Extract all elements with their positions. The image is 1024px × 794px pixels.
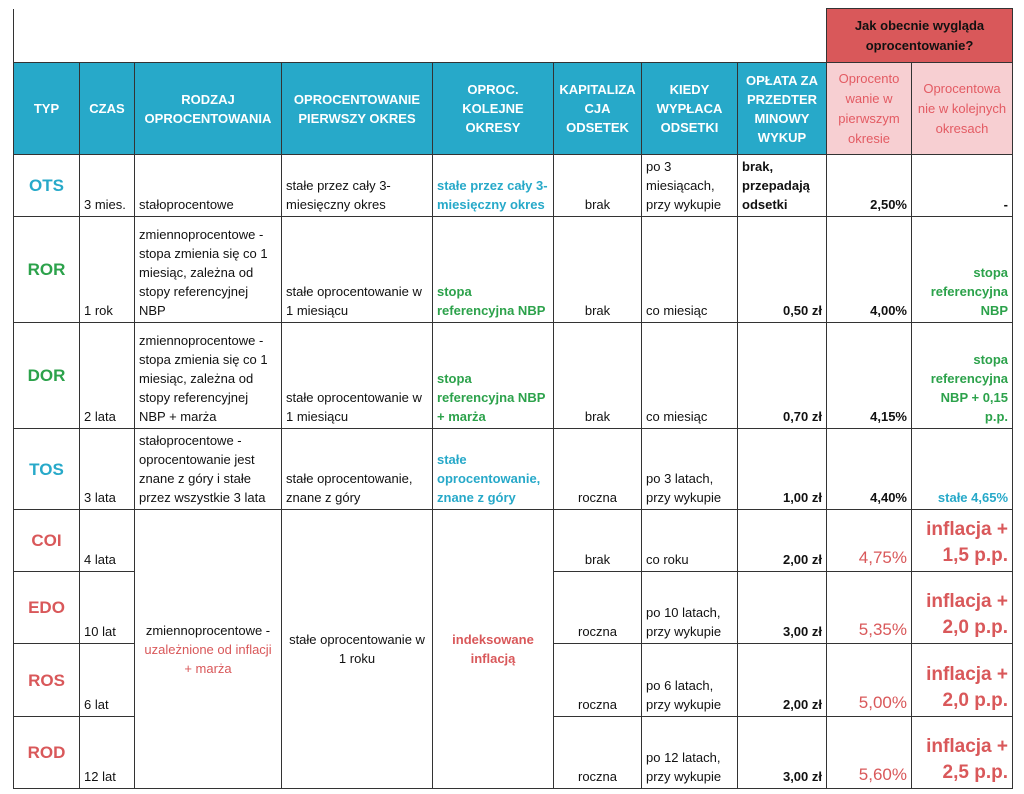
header-kapitalizacja: KAPITALIZA CJA ODSETEK [554, 63, 642, 155]
bond-current-next-rate: inflacja + 2,0 p.p. [912, 644, 1013, 717]
header-typ: TYP [14, 63, 80, 155]
bond-current-first-rate: 5,35% [827, 572, 912, 644]
header-oplata: OPŁATA ZA PRZEDTER MINOWY WYKUP [738, 63, 827, 155]
bond-early-fee: 2,00 zł [738, 644, 827, 717]
header-czas: CZAS [80, 63, 135, 155]
header-rodzaj: RODZAJ OPROCENTOWANIA [135, 63, 282, 155]
bond-payout: po 3 latach, przy wykupie [642, 429, 738, 510]
bond-current-first-rate: 2,50% [827, 155, 912, 217]
bond-current-next-rate: inflacja + 2,5 p.p. [912, 717, 1013, 789]
table-row [14, 429, 1013, 510]
bond-capitalization: roczna [554, 429, 642, 510]
bond-next-periods: stałe przez cały 3-miesięczny okres [433, 155, 554, 217]
bond-code: TOS [14, 429, 80, 510]
bond-early-fee: 0,70 zł [738, 323, 827, 429]
bond-early-fee: 3,00 zł [738, 717, 827, 789]
bond-duration: 3 lata [80, 429, 135, 510]
header-kolejne: OPROC. KOLEJNE OKRESY [433, 63, 554, 155]
bond-rate-type [135, 510, 282, 789]
bond-code: EDO [14, 572, 80, 644]
bond-next-periods: stopa referencyjna NBP + marża [433, 323, 554, 429]
bond-first-period: stałe oprocentowanie w 1 roku [282, 510, 433, 789]
bond-code: ROR [14, 217, 80, 323]
bond-early-fee: 2,00 zł [738, 510, 827, 572]
bond-capitalization: brak [554, 155, 642, 217]
bond-capitalization: roczna [554, 572, 642, 644]
question-title: Jak obecnie wygląda oprocentowanie? [827, 9, 1013, 63]
rate-type-suffix: uzależnione od inflacji + marża [144, 641, 272, 676]
rate-type-prefix: zmiennoprocentowe - [145, 622, 271, 638]
bond-next-periods: stałe oprocentowanie, znane z góry [433, 429, 554, 510]
table-row [14, 510, 1013, 572]
header-obecne-pierwszy: Oprocento wanie w pierwszym okresie [827, 63, 912, 155]
bond-rate-type: stałoprocentowe [135, 155, 282, 217]
bond-code: ROD [14, 717, 80, 789]
bond-current-first-rate: 4,00% [827, 217, 912, 323]
bond-current-first-rate: 4,15% [827, 323, 912, 429]
bond-duration: 4 lata [80, 510, 135, 572]
bond-next-periods: indeksowane inflacją [433, 510, 554, 789]
bond-current-next-rate: stałe 4,65% [912, 429, 1013, 510]
header-obecne-kolejne: Oprocentowa nie w kolejnych okresach [912, 63, 1013, 155]
bond-code: OTS [14, 155, 80, 217]
bond-current-first-rate: 5,60% [827, 717, 912, 789]
bond-rate-type: zmiennoprocentowe - stopa zmienia się co 1 miesiąc, zależna od stopy referencyjnej NBP + marża [135, 323, 282, 429]
bond-capitalization: roczna [554, 717, 642, 789]
table-row [14, 155, 1013, 217]
bond-early-fee: 3,00 zł [738, 572, 827, 644]
header-row [14, 63, 1013, 155]
header-wyplata: KIEDY WYPŁACA ODSETKI [642, 63, 738, 155]
bond-current-first-rate: 4,75% [827, 510, 912, 572]
bond-early-fee: 0,50 zł [738, 217, 827, 323]
bond-early-fee: 1,00 zł [738, 429, 827, 510]
table-row [14, 217, 1013, 323]
bond-capitalization: brak [554, 510, 642, 572]
bond-payout: po 12 latach, przy wykupie [642, 717, 738, 789]
header-pierwszy: OPROCENTOWANIE PIERWSZY OKRES [282, 63, 433, 155]
bond-first-period: stałe przez cały 3-miesięczny okres [282, 155, 433, 217]
bond-current-first-rate: 5,00% [827, 644, 912, 717]
bond-current-first-rate: 4,40% [827, 429, 912, 510]
bond-early-fee: brak, przepadają odsetki [738, 155, 827, 217]
bond-payout: co miesiąc [642, 323, 738, 429]
bond-capitalization: roczna [554, 644, 642, 717]
bond-payout: po 3 miesiącach, przy wykupie [642, 155, 738, 217]
bond-duration: 6 lat [80, 644, 135, 717]
bond-current-next-rate: - [912, 155, 1013, 217]
bond-current-next-rate: stopa referencyjna NBP [912, 217, 1013, 323]
bond-duration: 1 rok [80, 217, 135, 323]
bond-current-next-rate: inflacja + 1,5 p.p. [912, 510, 1013, 572]
bond-payout: co miesiąc [642, 217, 738, 323]
bond-first-period: stałe oprocentowanie w 1 miesiącu [282, 217, 433, 323]
bond-first-period: stałe oprocentowanie, znane z góry [282, 429, 433, 510]
bond-capitalization: brak [554, 217, 642, 323]
table-row [14, 323, 1013, 429]
bond-code: COI [14, 510, 80, 572]
bond-first-period: stałe oprocentowanie w 1 miesiącu [282, 323, 433, 429]
bond-duration: 3 mies. [80, 155, 135, 217]
bond-rate-type: stałoprocentowe - oprocentowanie jest znane z góry i stałe przez wszystkie 3 lata [135, 429, 282, 510]
bond-payout: co roku [642, 510, 738, 572]
bonds-table [13, 8, 1013, 789]
bond-rate-type: zmiennoprocentowe - stopa zmienia się co 1 miesiąc, zależna od stopy referencyjnej NBP [135, 217, 282, 323]
bond-payout: po 10 latach, przy wykupie [642, 572, 738, 644]
top-blank [14, 9, 827, 63]
bond-current-next-rate: stopa referencyjna NBP + 0,15 p.p. [912, 323, 1013, 429]
bond-code: DOR [14, 323, 80, 429]
bond-duration: 2 lata [80, 323, 135, 429]
bond-capitalization: brak [554, 323, 642, 429]
bond-current-next-rate: inflacja + 2,0 p.p. [912, 572, 1013, 644]
bond-duration: 12 lat [80, 717, 135, 789]
bond-next-periods: stopa referencyjna NBP [433, 217, 554, 323]
bond-duration: 10 lat [80, 572, 135, 644]
bond-payout: po 6 latach, przy wykupie [642, 644, 738, 717]
bond-code: ROS [14, 644, 80, 717]
